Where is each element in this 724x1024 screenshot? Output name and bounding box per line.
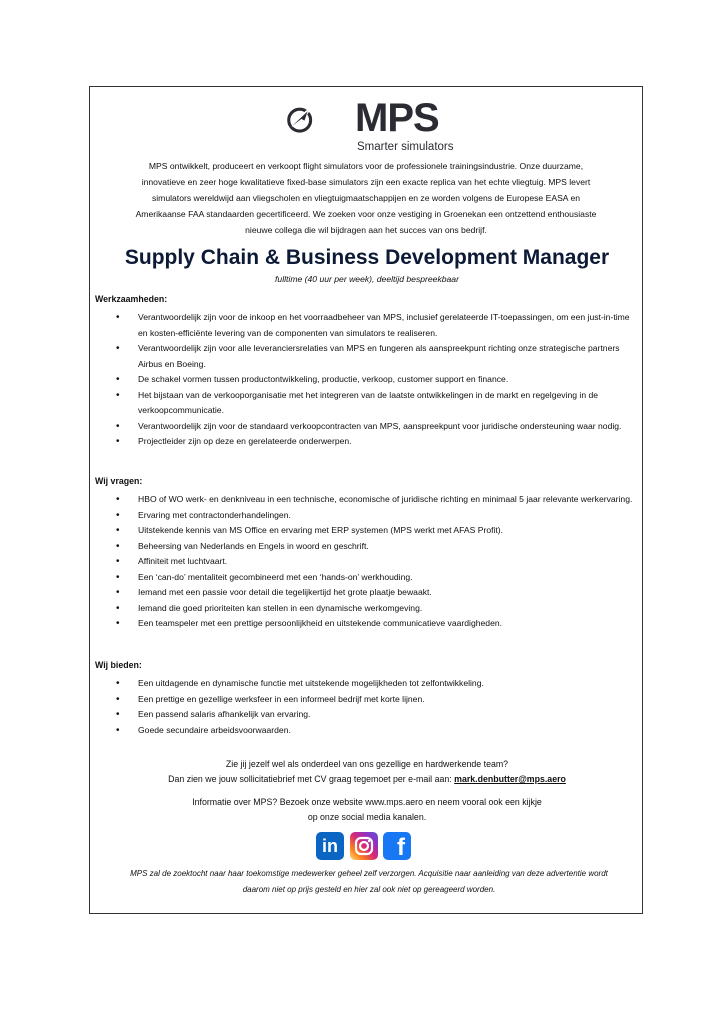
info-line-1: Informatie over MPS? Bezoek onze website www.mps.aero en neem vooral ook een kijkje (192, 797, 542, 807)
company-intro (94, 158, 638, 238)
intro-line: simulators wereldwijd aan vliegscholen en vliegtuigmaatschappijen en ze worden volgens de Europese EASA en (151, 193, 581, 203)
cta-line-2 (90, 771, 644, 787)
email-link[interactable]: mark.denbutter@mps.aero (454, 774, 566, 784)
list-item: • Beheersing van Nederlands en Engels in woord en geschrift. (100, 539, 635, 555)
cta-prefix: Dan zien we jouw sollicitatiebrief met CV graag tegemoet per e-mail aan: (168, 774, 452, 784)
requirements-list (100, 492, 635, 632)
list-item: • Een ‘can-do’ mentaliteit gecombineerd met een ‘hands-on’ werkhouding. (100, 570, 635, 586)
intro-line: MPS ontwikkelt, produceert en verkoopt flight simulators voor de professionele trainingsindustrie. Onze duurzame, (148, 161, 584, 171)
facebook-icon[interactable]: f (383, 832, 411, 860)
list-item: • Het bijstaan van de verkooporganisatie met het integreren van de laatste ontwikkelingen in de markt en regelgeving in de verkoopcommunicatie. (100, 388, 635, 419)
list-item: • Goede secundaire arbeidsvoorwaarden. (100, 723, 635, 739)
logo-tagline: Smarter simulators (357, 141, 454, 153)
disclaimer-line: MPS zal de zoektocht naar haar toekomstige medewerker geheel zelf verzorgen. Acquisitie naar aanleiding van deze advertentie wordt (130, 869, 608, 878)
intro-line: nieuwe collega die wil bijdragen aan het succes van ons bedrijf. (245, 225, 487, 235)
section-heading-requirements: Wij vragen: (95, 476, 143, 486)
job-subtitle: fulltime (40 uur per week), deeltijd bespreekbaar (275, 274, 459, 284)
intro-line: Amerikaanse FAA standaarden gecertificeerd. We zoeken voor onze vestiging in Groenekan een ontzettend enthousiaste (135, 209, 597, 219)
intro-line: innovatieve en zeer hoge kwalitatieve fixed-base simulators zijn een exacte replica van het echte vliegtuig. MPS levert (141, 177, 591, 187)
list-item: • Verantwoordelijk zijn voor alle leveranciersrelaties van MPS en fungeren als aanspreekpunt richting onze strategische partners Airbus en Boeing. (100, 341, 635, 372)
disclaimer (96, 866, 642, 897)
list-item: • Verantwoordelijk zijn voor de inkoop en het voorraadbeheer van MPS, inclusief gerelateerde IT-toepassingen, om een just-in-time en kosten-efficiënte levering van de componenten van simulators te realiseren. (100, 310, 635, 341)
disclaimer-line: daarom niet op prijs gesteld en hier zal ook niet op gereageerd worden. (242, 884, 496, 894)
offer-list (100, 676, 635, 738)
list-item: • Iemand met een passie voor detail die tegelijkertijd het grote plaatje bewaakt. (100, 585, 635, 601)
list-item: • HBO of WO werk- en denkniveau in een technische, economische of juridische richting en minimaal 5 jaar relevante werkervaring. (100, 492, 635, 508)
list-item: • Een teamspeler met een prettige persoonlijkheid en uitstekende communicatieve vaardigheden. (100, 616, 635, 632)
instagram-icon[interactable] (350, 832, 378, 860)
list-item: • Iemand die goed prioriteiten kan stellen in een dynamische werkomgeving. (100, 601, 635, 617)
list-item: • Ervaring met contractonderhandelingen. (100, 508, 635, 524)
list-item: • Verantwoordelijk zijn voor de standaard verkoopcontracten van MPS, aanspreekpunt voor juridische ondersteuning waar nodig. (100, 419, 635, 435)
linkedin-icon[interactable]: in (316, 832, 344, 860)
logo-wordmark: MPS (355, 96, 439, 140)
instagram-glyph-icon (350, 832, 378, 860)
cta-line-1: Zie jij jezelf wel als onderdeel van ons gezellige en hardwerkende team? (225, 759, 509, 769)
list-item: • Projectleider zijn op deze en gerelateerde onderwerpen. (100, 434, 635, 450)
list-item: • Een passend salaris afhankelijk van ervaring. (100, 707, 635, 723)
list-item: • De schakel vormen tussen productontwikkeling, productie, verkoop, customer support en finance. (100, 372, 635, 388)
list-item: • Een prettige en gezellige werksfeer in een informeel bedrijf met korte lijnen. (100, 692, 635, 708)
list-item: • Een uitdagende en dynamische functie met uitstekende mogelijkheden tot zelfontwikkeling. (100, 676, 635, 692)
section-heading-duties: Werkzaamheden: (95, 294, 168, 304)
duties-list (100, 310, 635, 450)
section-heading-offer: Wij bieden: (95, 660, 142, 670)
info-line-2: op onze social media kanalen. (307, 812, 427, 822)
list-item: • Affiniteit met luchtvaart. (100, 554, 635, 570)
job-title: Supply Chain & Business Development Manager (124, 246, 610, 269)
mps-logo-icon (287, 92, 357, 150)
list-item: • Uitstekende kennis van MS Office en ervaring met ERP systemen (MPS werkt met AFAS Profit). (100, 523, 635, 539)
